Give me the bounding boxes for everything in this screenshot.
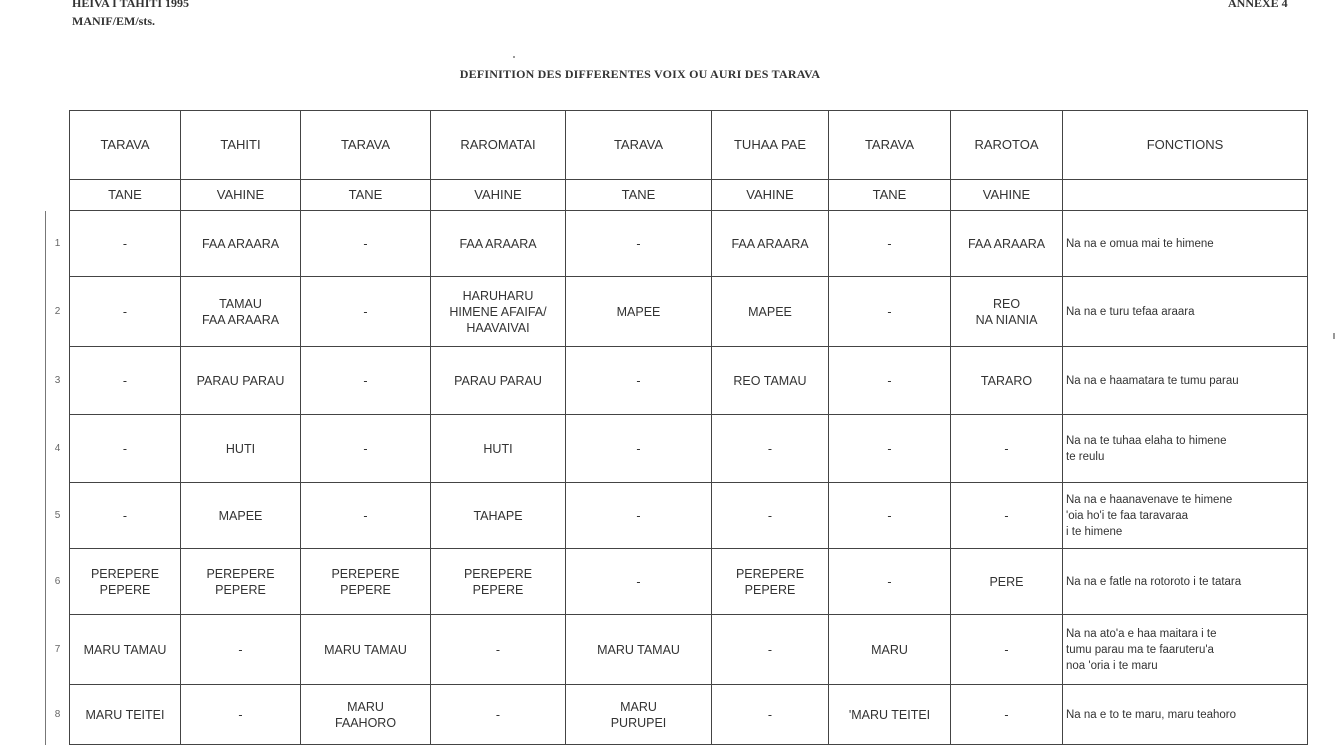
column-subheader bbox=[1063, 180, 1308, 211]
row-number: 4 bbox=[46, 415, 70, 483]
voice-cell: REO TAMAU bbox=[712, 347, 829, 415]
row-index-spacer bbox=[46, 111, 70, 180]
voice-cell: FAA ARAARA bbox=[431, 211, 566, 277]
table-body bbox=[46, 111, 1308, 745]
voice-cell: - bbox=[181, 685, 301, 745]
scan-speck bbox=[513, 56, 515, 58]
function-description: Na na e fatle na rotoroto i te tatara bbox=[1063, 549, 1308, 615]
voice-cell: PEREPERE PEPERE bbox=[301, 549, 431, 615]
function-description: Na na te tuhaa elaha to himene te reulu bbox=[1063, 415, 1308, 483]
voice-cell: - bbox=[566, 211, 712, 277]
voice-cell: PARAU PARAU bbox=[431, 347, 566, 415]
table-row bbox=[46, 211, 1308, 277]
table-row bbox=[46, 347, 1308, 415]
table-row bbox=[46, 549, 1308, 615]
voice-cell: PEREPERE PEPERE bbox=[181, 549, 301, 615]
row-number: 3 bbox=[46, 347, 70, 415]
row-index-spacer bbox=[46, 180, 70, 211]
row-number: 1 bbox=[46, 211, 70, 277]
voice-cell: PEREPERE PEPERE bbox=[712, 549, 829, 615]
voice-cell: - bbox=[829, 277, 951, 347]
voice-cell: - bbox=[301, 277, 431, 347]
document-header-left bbox=[72, 0, 189, 30]
voice-cell: REO NA NIANIA bbox=[951, 277, 1063, 347]
voice-cell: HUTI bbox=[181, 415, 301, 483]
voice-cell: - bbox=[70, 277, 181, 347]
voice-cell: - bbox=[829, 211, 951, 277]
voice-cell: - bbox=[829, 347, 951, 415]
voice-cell: - bbox=[431, 685, 566, 745]
voice-cell: MARU FAAHORO bbox=[301, 685, 431, 745]
header-row-gender bbox=[46, 180, 1308, 211]
column-header: TUHAA PAE bbox=[712, 111, 829, 180]
voice-cell: - bbox=[181, 615, 301, 685]
column-header: RAROMATAI bbox=[431, 111, 566, 180]
voice-cell: MARU PURUPEI bbox=[566, 685, 712, 745]
voice-cell: - bbox=[431, 615, 566, 685]
voice-cell: - bbox=[712, 483, 829, 549]
voice-cell: HARUHARU HIMENE AFAIFA/ HAAVAIVAI bbox=[431, 277, 566, 347]
voice-cell: 'MARU TEITEI bbox=[829, 685, 951, 745]
header-row-regions bbox=[46, 111, 1308, 180]
column-subheader: VAHINE bbox=[431, 180, 566, 211]
voice-cell: - bbox=[301, 211, 431, 277]
column-subheader: TANE bbox=[70, 180, 181, 211]
column-header: RAROTOA bbox=[951, 111, 1063, 180]
header-reference-line: MANIF/EM/sts. bbox=[72, 14, 155, 28]
column-header: TARAVA bbox=[566, 111, 712, 180]
voice-cell: - bbox=[951, 483, 1063, 549]
voice-cell: - bbox=[301, 415, 431, 483]
voice-cell: MAPEE bbox=[712, 277, 829, 347]
voice-cell: - bbox=[70, 483, 181, 549]
voice-cell: - bbox=[70, 415, 181, 483]
column-header: FONCTIONS bbox=[1063, 111, 1308, 180]
voice-cell: FAA ARAARA bbox=[181, 211, 301, 277]
voices-table bbox=[45, 110, 1308, 745]
table-row bbox=[46, 415, 1308, 483]
row-number: 2 bbox=[46, 277, 70, 347]
voice-cell: - bbox=[951, 685, 1063, 745]
voice-cell: - bbox=[712, 615, 829, 685]
table-row bbox=[46, 615, 1308, 685]
voice-cell: MARU TAMAU bbox=[301, 615, 431, 685]
function-description: Na na e haanavenave te himene 'oia ho'i te faa taravaraa i te himene bbox=[1063, 483, 1308, 549]
voice-cell: PERE bbox=[951, 549, 1063, 615]
voice-cell: PEREPERE PEPERE bbox=[70, 549, 181, 615]
row-number: 8 bbox=[46, 685, 70, 745]
function-description: Na na e haamatara te tumu parau bbox=[1063, 347, 1308, 415]
column-header: TARAVA bbox=[70, 111, 181, 180]
voice-cell: - bbox=[301, 347, 431, 415]
row-number: 7 bbox=[46, 615, 70, 685]
column-subheader: VAHINE bbox=[712, 180, 829, 211]
row-number: 5 bbox=[46, 483, 70, 549]
function-description: Na na e turu tefaa araara bbox=[1063, 277, 1308, 347]
voice-cell: - bbox=[712, 415, 829, 483]
voice-cell: MARU bbox=[829, 615, 951, 685]
annex-label: ANNEXE 4 bbox=[1228, 0, 1288, 10]
voice-cell: - bbox=[301, 483, 431, 549]
voice-cell: MAPEE bbox=[181, 483, 301, 549]
voice-cell: - bbox=[566, 483, 712, 549]
header-event-line: HEIVA I TAHITI 1995 bbox=[72, 0, 190, 10]
voice-cell: MARU TAMAU bbox=[70, 615, 181, 685]
column-header: TAHITI bbox=[181, 111, 301, 180]
column-subheader: VAHINE bbox=[951, 180, 1063, 211]
voice-cell: PEREPERE PEPERE bbox=[431, 549, 566, 615]
function-description: Na na ato'a e haa maitara i te tumu parau ma te faaruteru'a noa 'oria i te maru bbox=[1063, 615, 1308, 685]
function-description: Na na e to te maru, maru teahoro bbox=[1063, 685, 1308, 745]
voice-cell: TARARO bbox=[951, 347, 1063, 415]
table-row bbox=[46, 277, 1308, 347]
document-title: DEFINITION DES DIFFERENTES VOIX OU AURI DES TARAVA bbox=[459, 67, 821, 81]
voice-cell: MAPEE bbox=[566, 277, 712, 347]
voice-cell: FAA ARAARA bbox=[712, 211, 829, 277]
voice-cell: - bbox=[566, 549, 712, 615]
column-subheader: VAHINE bbox=[181, 180, 301, 211]
voice-cell: MARU TAMAU bbox=[566, 615, 712, 685]
voice-cell: - bbox=[712, 685, 829, 745]
voice-cell: - bbox=[70, 211, 181, 277]
column-subheader: TANE bbox=[829, 180, 951, 211]
voice-cell: - bbox=[829, 415, 951, 483]
scan-speck bbox=[1333, 333, 1335, 339]
table-row bbox=[46, 483, 1308, 549]
voice-cell: TAMAU FAA ARAARA bbox=[181, 277, 301, 347]
voice-cell: - bbox=[829, 483, 951, 549]
voice-cell: MARU TEITEI bbox=[70, 685, 181, 745]
column-subheader: TANE bbox=[566, 180, 712, 211]
voice-cell: - bbox=[951, 415, 1063, 483]
column-header: TARAVA bbox=[829, 111, 951, 180]
voice-cell: - bbox=[566, 415, 712, 483]
column-header: TARAVA bbox=[301, 111, 431, 180]
voice-cell: - bbox=[829, 549, 951, 615]
voice-cell: - bbox=[70, 347, 181, 415]
voice-cell: HUTI bbox=[431, 415, 566, 483]
voice-cell: FAA ARAARA bbox=[951, 211, 1063, 277]
column-subheader: TANE bbox=[301, 180, 431, 211]
voice-cell: - bbox=[951, 615, 1063, 685]
row-number: 6 bbox=[46, 549, 70, 615]
voice-cell: - bbox=[566, 347, 712, 415]
voice-cell: TAHAPE bbox=[431, 483, 566, 549]
function-description: Na na e omua mai te himene bbox=[1063, 211, 1308, 277]
table-row bbox=[46, 685, 1308, 745]
voice-cell: PARAU PARAU bbox=[181, 347, 301, 415]
